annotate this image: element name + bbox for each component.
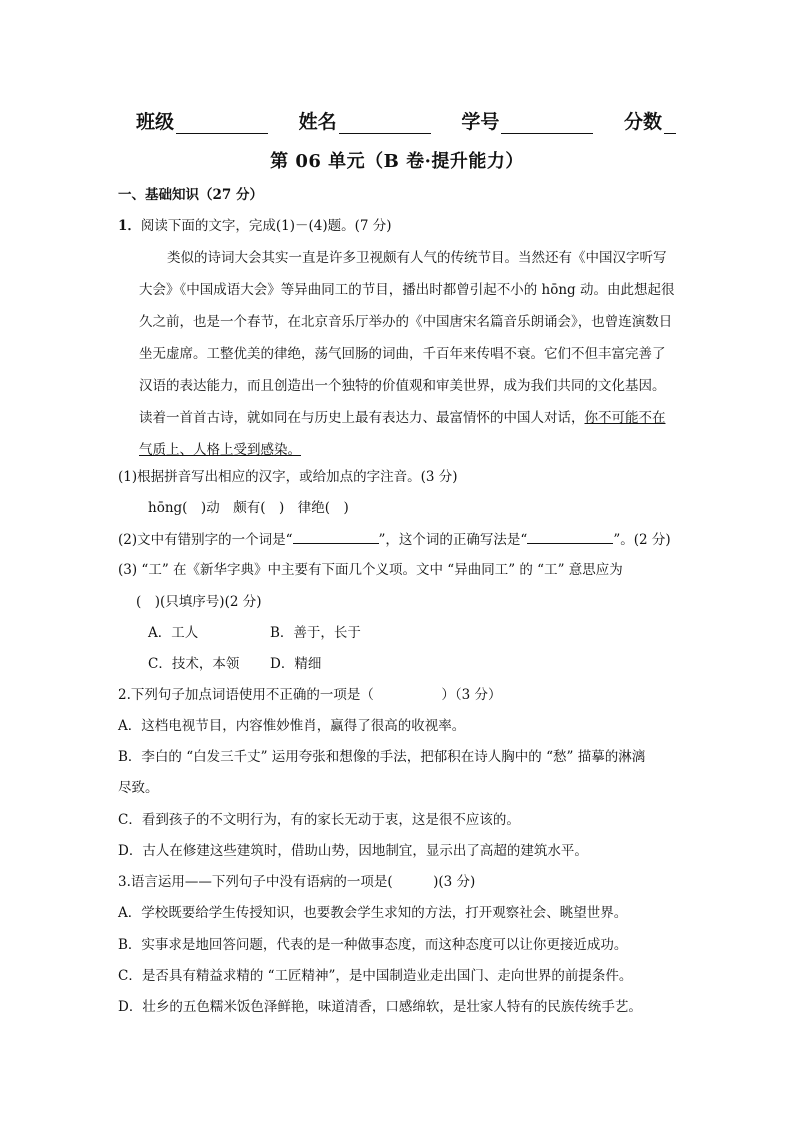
q1-sub1: (1)根据拼音写出相应的汉字，或给加点的字注音。(3 分): [118, 469, 458, 485]
q1-option-a: A．工人: [148, 625, 199, 641]
score-blank[interactable]: [664, 113, 676, 134]
passage-main: 类似的诗词大会其实一直是许多卫视颇有人气的传统节目。当然还有《中国汉字听写大会》《中国成语大会》等异曲同工的节目，播出时都曾引起不小的 hōng 动。由此想起很久之前，也是一个春节，在北京音乐厅举办的《中国唐宋名篇音乐朗诵会》，也曾连演数日坐无虚席。工整优美的律绝，荡气回肠的词曲，千百年来传唱不衰。它们不但丰富完善了汉语的表达能力，而且创造出一个独特的价值观和审美世界，成为我们共同的文化基因。读着一首首古诗，就如同在与历史上最有表达力、最富情怀的中国人对话，: [139, 250, 675, 426]
class-label: 班级: [136, 111, 175, 133]
q1-sub2-part-c: ”。(2 分): [613, 532, 671, 548]
q1-sub2-part-b: ”，这个词的正确写法是“: [378, 532, 528, 548]
name-blank[interactable]: [339, 113, 431, 134]
section-heading: 一、基础知识（27 分）: [118, 187, 263, 203]
student-info-header: [136, 104, 676, 134]
q1-sub2: [118, 529, 671, 550]
q2-stem: 2.下列句子加点词语使用不正确的一项是（ ）（3 分）: [118, 687, 502, 703]
name-field: [299, 107, 431, 134]
q2-option-a: A．这档电视节目，内容惟妙惟肖，赢得了很高的收视率。: [118, 718, 466, 734]
q1-sub3: (3) “工” 在《新华字典》中主要有下面几个义项。文中 “异曲同工” 的 “工” 意思应为: [118, 562, 623, 578]
unit-title: 第 06 单元（B 卷·提升能力）: [270, 151, 524, 172]
q1-option-d: D．精细: [270, 656, 322, 672]
q2-option-b-cont: 尽致。: [118, 780, 159, 796]
q1-option-c: C．技术，本领: [148, 656, 240, 672]
q1-number: 1．: [118, 218, 141, 234]
q2-option-c: C．看到孩子的不文明行为，有的家长无动于衷，这是很不应该的。: [118, 812, 520, 828]
class-blank[interactable]: [176, 113, 268, 134]
correct-word-blank[interactable]: [527, 529, 613, 544]
student-id-label: 学号: [461, 111, 500, 133]
q3-option-c: C．是否具有精益求精的 “工匠精神”，是中国制造业走出国门、走向世界的前提条件。: [118, 968, 633, 984]
q2-option-d: D．古人在修建这些建筑时，借助山势，因地制宜，显示出了高超的建筑水平。: [118, 843, 588, 859]
q1-sub1-items: hōng( )动 颇有( ) 律绝( ): [148, 500, 349, 516]
q1-option-b: B．善于，长于: [270, 625, 361, 641]
q1-prompt-text: 阅读下面的文字，完成(1)－(4)题。(7 分): [140, 218, 392, 234]
q1-sub3-cont: ( )(只填序号)(2 分): [136, 594, 262, 610]
q3-option-d: D．壮乡的五色糯米饭色泽鲜艳，味道清香，口感绵软，是壮家人特有的民族传统手艺。: [118, 999, 642, 1015]
class-field: [136, 107, 268, 134]
q1-prompt: [118, 216, 392, 236]
score-label: 分数: [623, 111, 662, 133]
wrong-word-blank[interactable]: [293, 529, 379, 544]
student-id-blank[interactable]: [501, 113, 593, 134]
q1-sub2-part-a: (2)文中有错别字的一个词是“: [118, 532, 293, 548]
name-label: 姓名: [298, 111, 337, 133]
q3-stem: 3.语言运用——下列句子中没有语病的一项是( )(3 分): [118, 874, 476, 890]
q2-option-b: B．李白的 “白发三千丈” 运用夸张和想像的手法，把郁积在诗人胸中的 “愁” 描摹的淋漓: [118, 749, 646, 765]
student-id-field: [461, 107, 593, 134]
q3-option-b: B．实事求是地回答问题，代表的是一种做事态度，而这种态度可以让你更接近成功。: [118, 937, 628, 953]
score-field: [624, 107, 676, 134]
q3-option-a: A．学校既要给学生传授知识，也要教会学生求知的方法，打开观察社会、眺望世界。: [118, 905, 628, 921]
q1-passage: [139, 242, 675, 466]
passage-underlined-sentence: 你不可能不在气质上、人格上受到感染。: [139, 410, 666, 458]
